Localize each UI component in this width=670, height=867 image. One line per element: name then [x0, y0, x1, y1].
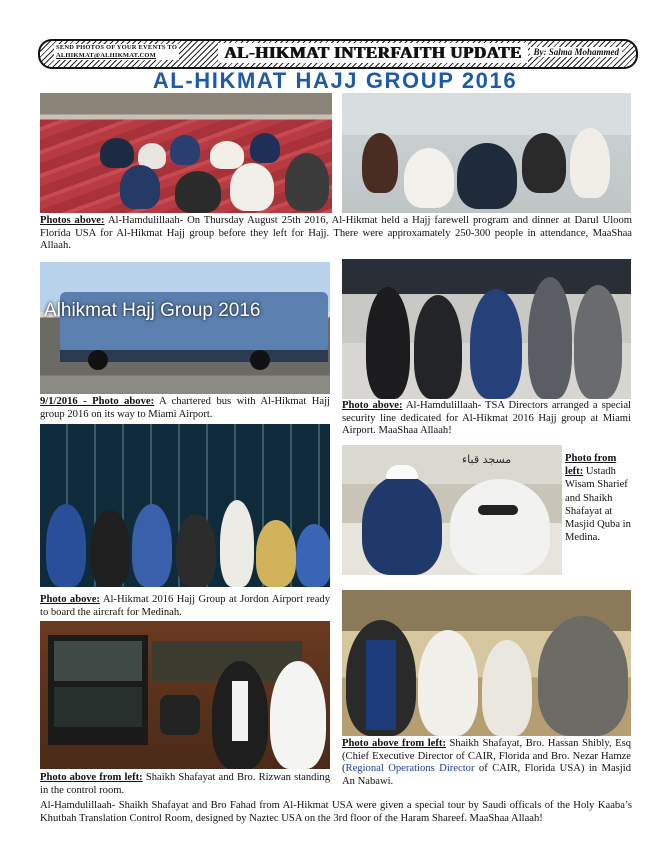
bus-caption-text: A chartered bus with Al-Hikmat Hajj group 2016 on its way to Miami Airport.: [40, 396, 331, 420]
jordan-airport-photo: [40, 424, 330, 587]
quba-caption: [565, 452, 631, 544]
tsa-caption-label: Photo above:: [342, 400, 403, 411]
newsletter-banner: [38, 39, 638, 69]
newsletter-title: AL-HIKMAT INTERFAITH UPDATE: [218, 43, 528, 63]
quba-sign-text: مسجد قباء: [462, 453, 512, 466]
quba-caption-label: Photo from left:: [565, 453, 617, 478]
farewell-dinner-photo: [342, 93, 631, 213]
author-byline: By: Salma Mohammed: [530, 47, 622, 57]
control-room-photo: [40, 621, 330, 769]
nabawi-caption-role: Regional Operations Director: [345, 763, 475, 775]
control-room-tour-text: Al-Hamdulillaah- Shaikh Shafayat and Bro Fahad from Al-Hikmat USA were given a special tour by Saudi officals of the Holy Kaaba’s Khutbah Translation Control Room, designed by Naztec USA on the 3rd floor of the Haram Shareef. MaaShaa Allaah!: [40, 800, 632, 824]
bus-caption-label: 9/1/2016 - Photo above:: [40, 396, 155, 407]
control-caption-text: Shaikh Shafayat and Bro. Rizwan standing in the control room.: [40, 772, 330, 796]
tsa-caption-text: Al-Hamdulillaah- TSA Directors arranged a special security line dedicated for Al-Hikmat 2016 Hajj group at Miami Airport. MaaShaa Allaah!: [342, 400, 631, 437]
masjid-quba-photo: [342, 445, 562, 575]
submit-line-1: SEND PHOTOS OF YOUR EVENTS TO: [56, 44, 178, 51]
charter-bus-photo: [40, 262, 330, 394]
nabawi-caption-text-b: of CAIR, Florida USA) in Masjid An Nabawi.: [342, 763, 631, 787]
control-caption: [40, 772, 330, 797]
quba-caption-text: Ustadh Wisam Sharief and Shaikh Shafayat at Masjid Quba in Medina.: [565, 466, 631, 544]
farewell-hall-photo: [40, 93, 332, 213]
submit-email[interactable]: ALHIKMAT@ALHIKMAT.COM: [56, 52, 156, 59]
farewell-caption: [40, 215, 632, 253]
jordan-caption-label: Photo above:: [40, 594, 100, 605]
nabawi-caption-text-a: Shaikh Shafayat, Bro. Hassan Shibly, Esq (Chief Executive Director of CAIR, Florida and Bro. Nezar Hamze (: [342, 738, 632, 775]
tsa-directors-photo: [342, 259, 631, 399]
bus-overlay-text: Alhikmat Hajj Group 2016: [44, 300, 261, 321]
masjid-nabawi-photo: [342, 590, 631, 736]
tsa-caption: [342, 400, 631, 438]
nabawi-caption-label: Photo above from left:: [342, 738, 446, 749]
page-headline: AL-HIKMAT HAJJ GROUP 2016: [152, 68, 518, 93]
farewell-caption-label: Photos above:: [40, 215, 105, 226]
farewell-caption-text: Al-Hamdulillaah- On Thursday August 25th 2016, Al-Hikmat held a Hajj farewell program and dinner at Darul Uloom Florida USA for Al-Hikmat Hajj group before they left for Hajj. There were approxamately 250-300 people in attendance, MaaShaa Allaah.: [40, 215, 632, 252]
bus-caption: [40, 396, 330, 421]
submit-events-notice: [54, 44, 179, 60]
nabawi-caption: [342, 738, 631, 788]
control-caption-label: Photo above from left:: [40, 772, 143, 783]
jordan-caption-text: Al-Hikmat 2016 Hajj Group at Jordon Airport ready to board the aircraft for Medinah.: [40, 594, 330, 618]
jordan-caption: [40, 594, 330, 619]
